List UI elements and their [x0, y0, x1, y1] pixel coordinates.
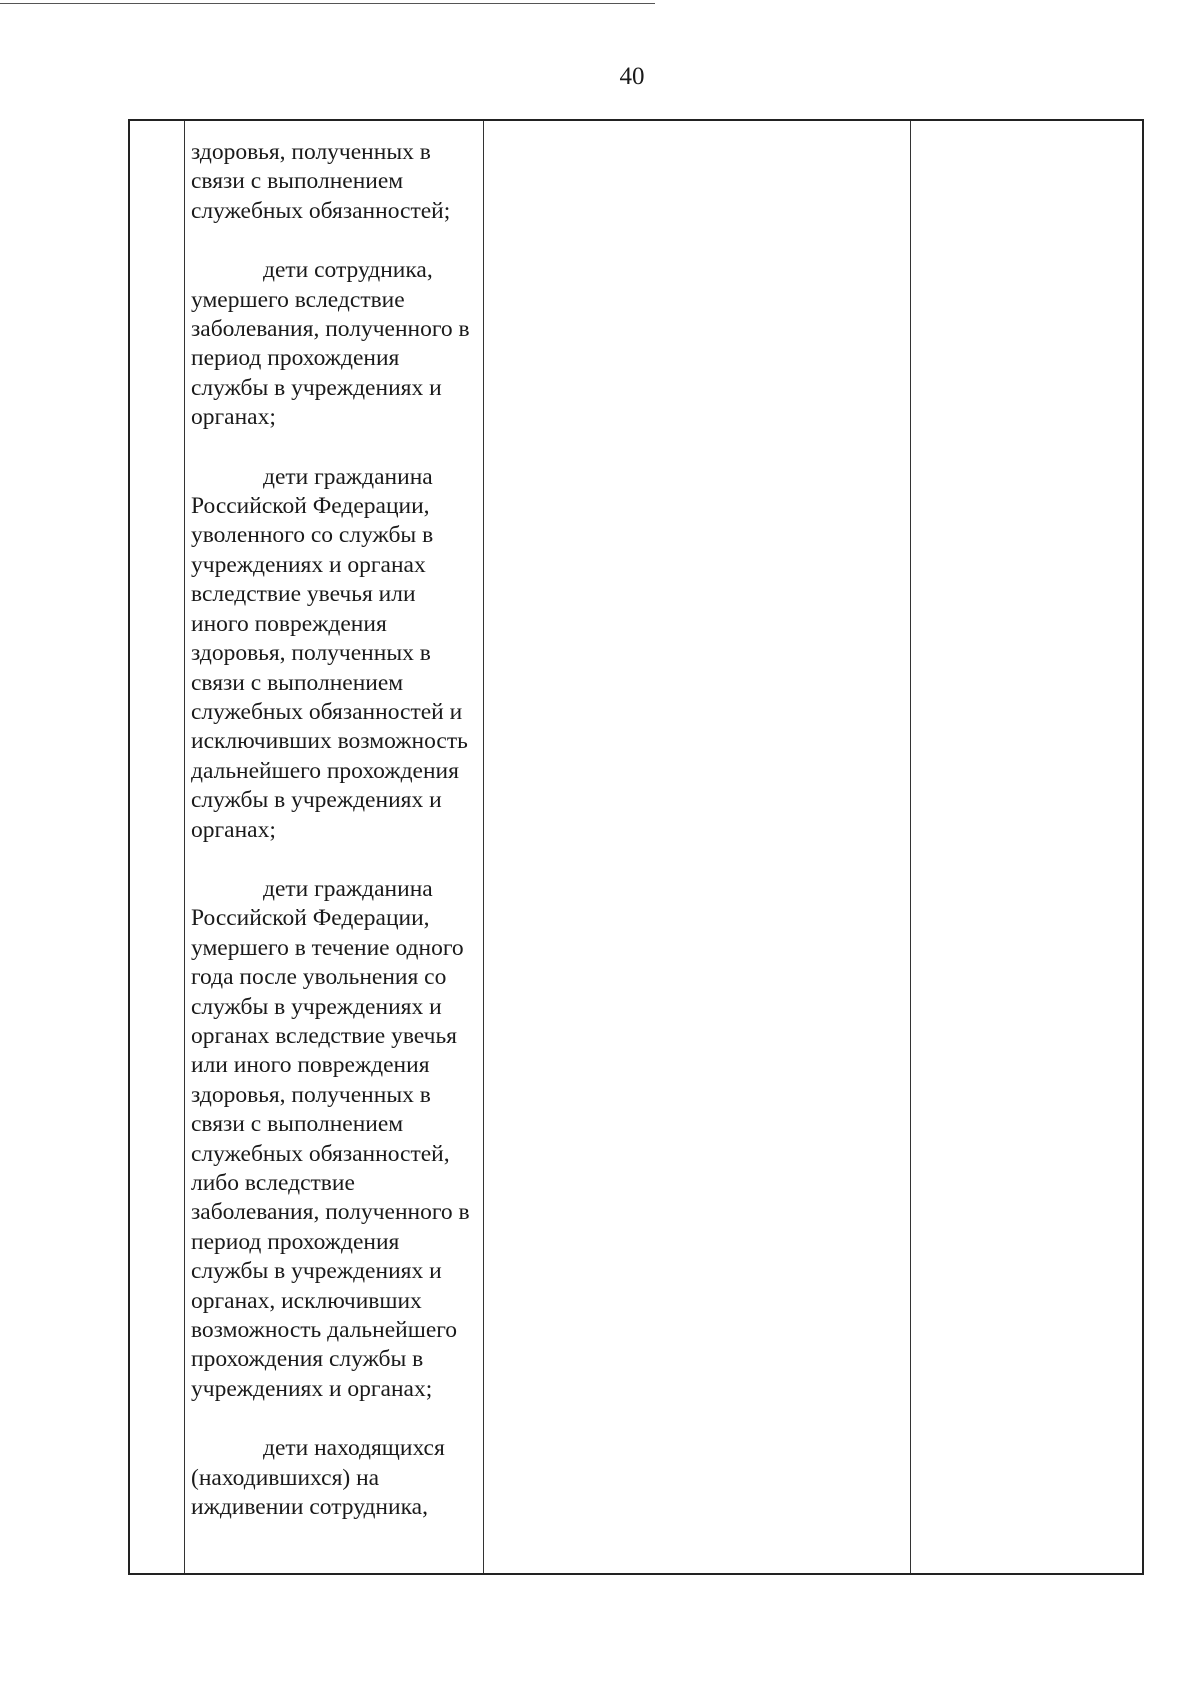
page-number: 40 [619, 63, 645, 90]
list-item: дети гражданина Российской Федерации, умершего в течение одного года после увольнения со службы в учреждениях и органах вследствие увечья или иного повреждения здоровья, полученных в связи с выполнением служебных обязанностей, либо вследствие заболевания, полученного в период прохождения службы в учреждениях и органах, исключивших возможность дальнейшего прохождения службы в учреждениях и органах; [191, 875, 470, 1402]
document-table [128, 119, 1144, 1575]
table-cell-number [129, 120, 185, 1574]
top-scan-rule [0, 3, 655, 4]
list-item: дети сотрудника, умершего вследствие заболевания, полученного в период прохождения службы в учреждениях и органах; [191, 257, 470, 431]
list-item: здоровья, полученных в связи с выполнением служебных обязанностей; [191, 139, 451, 224]
list-item: дети находящихся (находившихся) на иждивении сотрудника, [191, 1435, 445, 1521]
categories-list [185, 121, 483, 1522]
table-row [129, 120, 1143, 1574]
table-cell-empty [911, 120, 1144, 1574]
table-cell-categories [185, 120, 484, 1574]
list-item: дети гражданина Российской Федерации, уволенного со службы в учреждениях и органах вследствие увечья или иного повреждения здоровья, полученных в связи с выполнением служебных обязанностей и исключивших возможность дальнейшего прохождения службы в учреждениях и органах; [191, 463, 468, 843]
table-cell-empty [484, 120, 911, 1574]
